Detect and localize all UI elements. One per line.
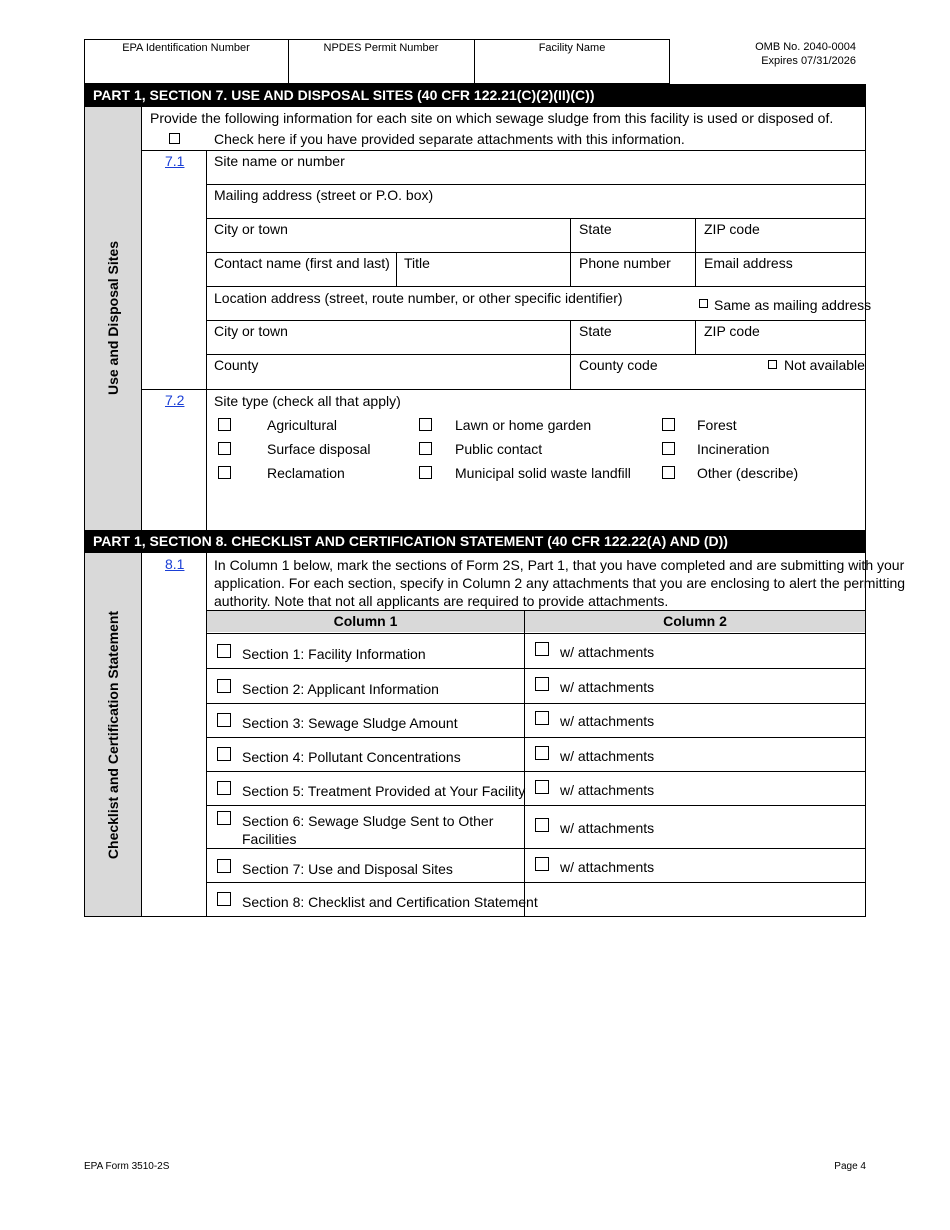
phone-label: Phone number <box>579 255 671 271</box>
facility-name-label: Facility Name <box>538 42 606 54</box>
rule <box>207 252 866 253</box>
location-address-label: Location address (street, route number, or other specific identifier) <box>214 290 623 306</box>
not-available-label: Not available <box>784 357 865 373</box>
rule <box>695 320 696 354</box>
section-6-checkbox[interactable] <box>217 811 231 825</box>
border <box>84 916 866 917</box>
rule <box>207 286 866 287</box>
section-4-checkbox[interactable] <box>217 747 231 761</box>
city2-label: City or town <box>214 323 288 339</box>
zip2-label: ZIP code <box>704 323 760 339</box>
section-8-checkbox[interactable] <box>217 892 231 906</box>
lawn-garden-checkbox[interactable] <box>419 418 432 431</box>
section-2-attach-label: w/ attachments <box>560 679 655 695</box>
section-5-label: Section 5: Treatment Provided at Your Facility <box>242 783 526 799</box>
section7-intro: Provide the following information for each site on which sewage sludge from this facility is used or disposed of. <box>150 110 834 126</box>
border <box>206 150 207 530</box>
incineration-label: Incineration <box>697 441 770 457</box>
question-7-1-link[interactable]: 7.1 <box>165 153 185 169</box>
section-1-label: Section 1: Facility Information <box>242 646 426 662</box>
rule <box>207 668 866 669</box>
forest-checkbox[interactable] <box>662 418 675 431</box>
forest-label: Forest <box>697 417 737 433</box>
section-1-checkbox[interactable] <box>217 644 231 658</box>
border <box>865 84 866 917</box>
same-as-mailing-label: Same as mailing address <box>714 297 872 313</box>
reclamation-label: Reclamation <box>267 465 345 481</box>
rule <box>207 633 866 634</box>
rule <box>207 184 866 185</box>
section-7-attach-checkbox[interactable] <box>535 857 549 871</box>
reclamation-checkbox[interactable] <box>218 466 231 479</box>
contact-name-label: Contact name (first and last) <box>214 255 390 271</box>
not-available-checkbox[interactable] <box>768 360 777 369</box>
rule <box>207 320 866 321</box>
rule <box>396 252 397 286</box>
section-4-attach-label: w/ attachments <box>560 748 655 764</box>
section-8-label: Section 8: Checklist and Certification Statement <box>242 894 538 910</box>
section-4-attach-checkbox[interactable] <box>535 746 549 760</box>
surface-disposal-label: Surface disposal <box>267 441 371 457</box>
section-4-label: Section 4: Pollutant Concentrations <box>242 749 461 765</box>
section-2-attach-checkbox[interactable] <box>535 677 549 691</box>
section-6-label-line2: Facilities <box>242 831 297 847</box>
state2-label: State <box>579 323 612 339</box>
section-1-attach-checkbox[interactable] <box>535 642 549 656</box>
section-5-attach-label: w/ attachments <box>560 782 655 798</box>
omb-number: OMB No. 2040-0004 <box>755 41 856 53</box>
other-label: Other (describe) <box>697 465 799 481</box>
column-2-header: Column 2 <box>525 611 865 632</box>
instructions-line-3: authority. Note that not all applicants are required to provide attachments. <box>214 593 669 609</box>
rule <box>207 848 866 849</box>
site-name-field-label: Site name or number <box>214 153 345 169</box>
border <box>141 107 142 530</box>
npdes-label: NPDES Permit Number <box>323 42 439 54</box>
city-label: City or town <box>214 221 288 237</box>
section-7-label: Section 7: Use and Disposal Sites <box>242 861 453 877</box>
instructions-line-1: In Column 1 below, mark the sections of Form 2S, Part 1, that you have completed and are submitting with your <box>214 557 905 573</box>
public-contact-label: Public contact <box>455 441 543 457</box>
same-as-mailing-checkbox[interactable] <box>699 299 708 308</box>
section-7-attach-label: w/ attachments <box>560 859 655 875</box>
state-label: State <box>579 221 612 237</box>
border <box>141 553 142 917</box>
footer-form-number: EPA Form 3510-2S <box>84 1161 170 1172</box>
column-1-header: Column 1 <box>207 611 524 632</box>
section-6-attach-checkbox[interactable] <box>535 818 549 832</box>
question-8-1-link[interactable]: 8.1 <box>165 556 185 572</box>
section-3-attach-checkbox[interactable] <box>535 711 549 725</box>
epa-id-label: EPA Identification Number <box>122 42 250 54</box>
rule <box>207 771 866 772</box>
footer-page-number: Page 4 <box>834 1161 866 1172</box>
section8-title-bar: PART 1, SECTION 8. CHECKLIST AND CERTIFICATION STATEMENT (40 CFR 122.22(A) AND (D)) <box>85 530 866 553</box>
zip-label: ZIP code <box>704 221 760 237</box>
section-6-label: Section 6: Sewage Sludge Sent to Other <box>242 813 494 829</box>
section-2-checkbox[interactable] <box>217 679 231 693</box>
msw-landfill-checkbox[interactable] <box>419 466 432 479</box>
section7-title-bar: PART 1, SECTION 7. USE AND DISPOSAL SITES (40 CFR 122.21(C)(2)(II)(C)) <box>85 84 866 107</box>
title-label: Title <box>404 255 430 271</box>
surface-disposal-checkbox[interactable] <box>218 442 231 455</box>
agricultural-label: Agricultural <box>267 417 338 433</box>
attachments-checkbox[interactable] <box>169 133 180 144</box>
section-7-checkbox[interactable] <box>217 859 231 873</box>
rule <box>142 389 866 390</box>
rule <box>207 354 866 355</box>
section-2-label: Section 2: Applicant Information <box>242 681 439 697</box>
section-3-label: Section 3: Sewage Sludge Amount <box>242 715 458 731</box>
section8-side-label: Checklist and Certification Statement <box>105 610 121 860</box>
rule <box>207 882 866 883</box>
section-5-checkbox[interactable] <box>217 781 231 795</box>
omb-expiry: Expires 07/31/2026 <box>761 55 856 67</box>
section-5-attach-checkbox[interactable] <box>535 780 549 794</box>
section-6-attach-label: w/ attachments <box>560 820 655 836</box>
email-label: Email address <box>704 255 793 271</box>
county-code-label: County code <box>579 357 658 373</box>
section-1-attach-label: w/ attachments <box>560 644 655 660</box>
section7-side-label: Use and Disposal Sites <box>105 240 121 396</box>
agricultural-checkbox[interactable] <box>218 418 231 431</box>
other-checkbox[interactable] <box>662 466 675 479</box>
rule <box>524 610 525 916</box>
rule <box>207 805 866 806</box>
attachments-check-label: Check here if you have provided separate attachments with this information. <box>214 131 685 147</box>
section-3-attach-label: w/ attachments <box>560 713 655 729</box>
msw-landfill-label: Municipal solid waste landfill <box>455 465 631 481</box>
rule <box>207 703 866 704</box>
rule <box>207 218 866 219</box>
section-3-checkbox[interactable] <box>217 713 231 727</box>
mailing-address-label: Mailing address (street or P.O. box) <box>214 187 434 203</box>
instructions-line-2: application. For each section, specify in Column 2 any attachments that you are enclosing to alert the permitting <box>214 575 906 591</box>
county-label: County <box>214 357 259 373</box>
border <box>206 553 207 917</box>
lawn-garden-label: Lawn or home garden <box>455 417 592 433</box>
rule <box>142 150 866 151</box>
rule <box>207 737 866 738</box>
incineration-checkbox[interactable] <box>662 442 675 455</box>
question-7-2-link[interactable]: 7.2 <box>165 392 185 408</box>
site-type-label: Site type (check all that apply) <box>214 393 401 409</box>
public-contact-checkbox[interactable] <box>419 442 432 455</box>
